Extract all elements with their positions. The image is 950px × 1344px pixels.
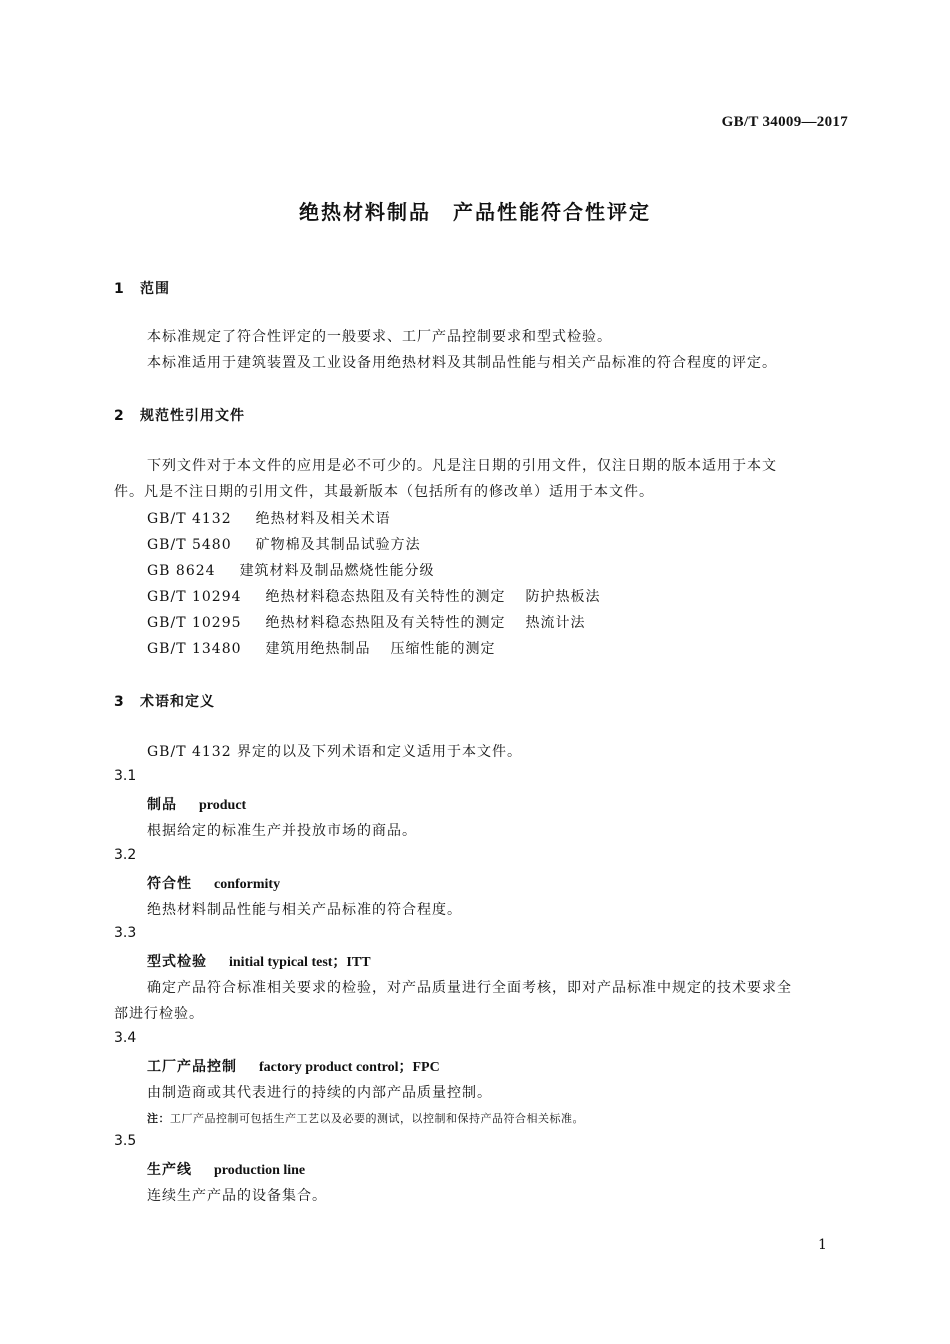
note-label: 注： [147, 1112, 170, 1125]
paragraph: 本标准规定了符合性评定的一般要求、工厂产品控制要求和型式检验。 [147, 329, 612, 345]
section-number: 1 [114, 281, 125, 297]
paragraph: 本标准适用于建筑装置及工业设备用绝热材料及其制品性能与相关产品标准的符合程度的评定。 [147, 355, 777, 371]
section-1-heading [114, 278, 170, 298]
term-chinese: 生产线 [147, 1162, 192, 1178]
term-definition-continuation: 部进行检验。 [114, 1006, 204, 1022]
document-title: 绝热材料制品 产品性能符合性评定 [299, 200, 651, 224]
term-english: conformity [214, 877, 281, 892]
term-entry [147, 1159, 305, 1179]
reference-title: 绝热材料稳态热阻及有关特性的测定 [265, 615, 506, 631]
term-english: production line [214, 1163, 306, 1178]
normative-reference [147, 560, 435, 580]
reference-title: 绝热材料及相关术语 [255, 511, 391, 527]
paragraph: GB/T 4132 界定的以及下列术语和定义适用于本文件。 [147, 744, 523, 760]
term-english: factory product control；FPC [259, 1060, 440, 1075]
standard-code-header: GB/T 34009—2017 [721, 114, 848, 130]
reference-code: GB/T 5480 [147, 537, 232, 553]
section-title: 范围 [140, 281, 170, 297]
reference-code: GB 8624 [147, 563, 216, 579]
reference-subtitle: 热流计法 [525, 615, 586, 631]
term-definition: 由制造商或其代表进行的持续的内部产品质量控制。 [147, 1085, 492, 1101]
term-entry [147, 951, 371, 971]
note [147, 1110, 584, 1126]
reference-title: 绝热材料稳态热阻及有关特性的测定 [265, 589, 506, 605]
reference-subtitle: 防护热板法 [525, 589, 601, 605]
term-chinese: 工厂产品控制 [147, 1059, 237, 1075]
reference-title: 矿物棉及其制品试验方法 [255, 537, 421, 553]
reference-code: GB/T 4132 [147, 511, 232, 527]
section-number: 2 [114, 408, 125, 424]
note-text: 工厂产品控制可包括生产工艺以及必要的测试，以控制和保持产品符合相关标准。 [170, 1112, 584, 1125]
clause-number: 3.2 [114, 847, 137, 863]
term-definition: 根据给定的标准生产并投放市场的商品。 [147, 823, 417, 839]
term-chinese: 制品 [147, 797, 177, 813]
normative-reference [147, 534, 421, 554]
term-definition: 连续生产产品的设备集合。 [147, 1188, 327, 1204]
term-definition: 绝热材料制品性能与相关产品标准的符合程度。 [147, 902, 462, 918]
normative-reference [147, 612, 586, 632]
term-english: product [199, 798, 247, 813]
clause-number: 3.1 [114, 768, 137, 784]
paragraph-continuation: 件。凡是不注日期的引用文件，其最新版本（包括所有的修改单）适用于本文件。 [114, 484, 654, 500]
reference-title: 建筑用绝热制品 [265, 641, 371, 657]
normative-reference [147, 638, 496, 658]
reference-subtitle: 压缩性能的测定 [390, 641, 496, 657]
term-entry [147, 1056, 440, 1076]
term-entry [147, 873, 280, 893]
term-entry [147, 794, 246, 814]
section-title: 规范性引用文件 [140, 408, 245, 424]
reference-code: GB/T 10295 [147, 615, 242, 631]
clause-number: 3.3 [114, 925, 137, 941]
term-english: initial typical test；ITT [229, 955, 371, 970]
reference-title: 建筑材料及制品燃烧性能分级 [239, 563, 435, 579]
normative-reference [147, 508, 391, 528]
section-2-heading [114, 405, 245, 425]
reference-code: GB/T 13480 [147, 641, 242, 657]
term-chinese: 型式检验 [147, 954, 207, 970]
normative-reference [147, 586, 601, 606]
reference-code: GB/T 10294 [147, 589, 242, 605]
paragraph: 下列文件对于本文件的应用是必不可少的。凡是注日期的引用文件，仅注日期的版本适用于本文 [147, 458, 777, 474]
page-number: 1 [818, 1237, 827, 1253]
term-definition: 确定产品符合标准相关要求的检验，对产品质量进行全面考核，即对产品标准中规定的技术要求全 [147, 980, 792, 996]
clause-number: 3.4 [114, 1030, 137, 1046]
term-chinese: 符合性 [147, 876, 192, 892]
clause-number: 3.5 [114, 1133, 137, 1149]
section-title: 术语和定义 [140, 694, 215, 710]
section-number: 3 [114, 694, 125, 710]
section-3-heading [114, 691, 215, 711]
